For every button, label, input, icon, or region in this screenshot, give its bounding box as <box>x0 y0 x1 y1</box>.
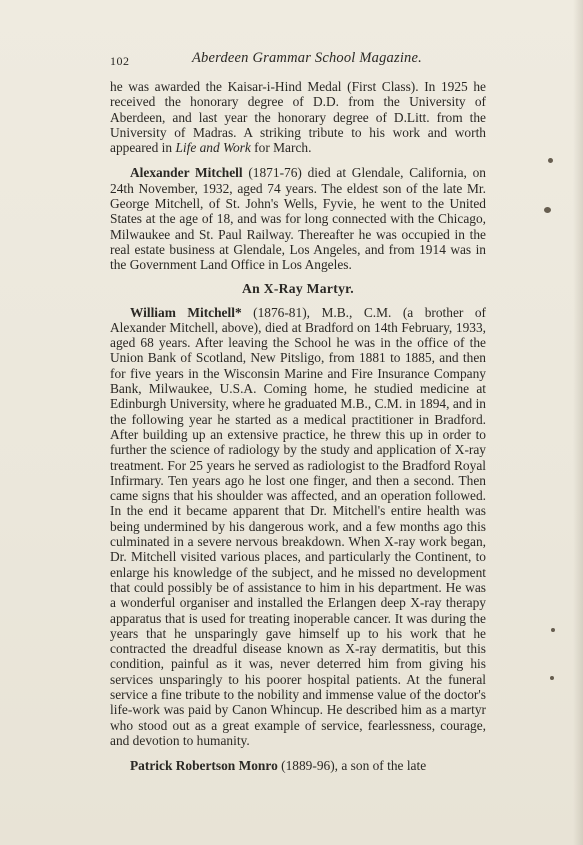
paragraph-continued <box>110 79 486 155</box>
obituary-text: (1871-76) died at Glendale, California, on 24th November, 1932, aged 74 years. The eldest son of the late Mr. George Mitchell, of St. John's Wells, Fyvie, he went to the United States at the age of 18, and was for long connected with the Chicago, Milwaukee and St. Paul Railway. Thereafter he was occupied in the real estate business at Glendale, Los Angeles, and from 1914 was in the Government Land Office in Los Angeles. <box>110 165 486 273</box>
obituary-alexander-mitchell <box>110 165 486 272</box>
article-body <box>110 79 486 783</box>
page-edge-shadow <box>573 0 583 845</box>
publication-title: Life and Work <box>175 140 251 156</box>
paper-spot <box>548 158 553 163</box>
obituary-text: (1889-96), a son of the late <box>277 758 427 774</box>
page-number: 102 <box>110 54 130 68</box>
paragraph-text-end: for March. <box>250 140 312 156</box>
obituary-william-mitchell <box>110 305 486 749</box>
paper-spot <box>544 207 551 213</box>
paragraph-text: he was awarded the Kaisar-i-Hind Medal (First Class). In 1925 he received the honorary degree of D.D. from the University of Aberdeen, and last year the honorary degree of D.Litt. from the University of Madras. A striking tribute to his work and worth appeared in <box>110 79 486 156</box>
section-heading: An X-Ray Martyr. <box>242 280 354 296</box>
paper-spot <box>551 628 555 632</box>
obituary-name: Alexander Mitchell <box>130 165 243 181</box>
obituary-text: (1876-81), M.B., C.M. (a brother of Alexander Mitchell, above), died at Bradford on 14th February, 1933, aged 68 years. After leaving the School he was in the office of the Union Bank of Scotland, New Pitsligo, from 1881 to 1885, and then for five years in the Wisconsin Marine and Fire Insurance Company Bank, Milwaukee, U.S.A. Coming home, he studied medicine at Edinburgh University, where he graduated M.B., C.M. in 1894, and in the following year he started as a medical practitioner in Bradford. After building up an extensive practice, he threw this up in order to further the science of radiology by the study and application of X-ray treatment. For 25 years he served as radiologist to the Bradford Royal Infirmary. Ten years ago he lost one finger, and then a second. Then came signs that his shoulder was affected, and an operation followed. In the end it became apparent that Dr. Mitchell's entire health was being undermined by his dangerous work, and a few months ago this culminated in a severe nervous breakdown. When X-ray work began, Dr. Mitchell visited various places, and particularly the Continent, to enlarge his knowledge of the subject, and he missed no development that could possibly be of assistance to him in his department. He was a wonderful organiser and installed the Erlangen deep X-ray therapy apparatus that is used for treating inoperable cancer. It was during the years that he unsparingly gave himself up to his work that he contracted the dreadful disease known as X-ray dermatitis, but this condition, painful as it was, never deterred him from giving his services unsparingly to his poorer hospital patients. At the funeral service a fine tribute to the nobility and immense value of the doctor's life-work was paid by Canon Whincup. He described him as a martyr who stood out as a great example of service, fearlessness, courage, and devotion to humanity. <box>110 304 486 748</box>
obituary-patrick-monro <box>110 758 486 773</box>
obituary-name: William Mitchell* <box>130 304 242 320</box>
obituary-name: Patrick Robertson Monro <box>130 758 278 774</box>
page-header <box>110 50 486 70</box>
paper-spot <box>550 676 554 680</box>
running-title: Aberdeen Grammar School Magazine. <box>192 50 422 66</box>
